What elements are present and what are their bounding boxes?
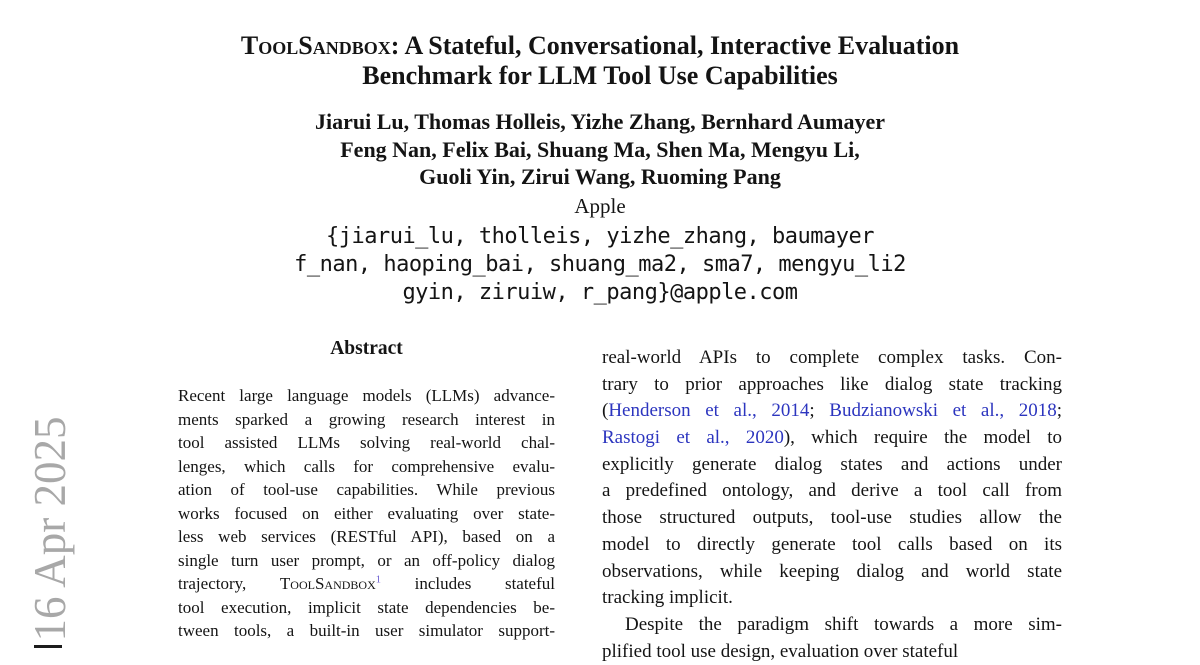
- text-line: [0, 223, 1200, 251]
- text-line: [178, 549, 555, 573]
- text-line: [178, 408, 555, 432]
- text-segment: {jiarui_lu, tholleis, yizhe_zhang, baumayer: [325, 223, 875, 249]
- text-segment: Jiarui Lu, Thomas Holleis, Yizhe Zhang, Bernhard Aumayer: [314, 109, 886, 134]
- text-segment: less web services (RESTful API), based on a: [178, 527, 555, 546]
- text-segment: those structured outputs, tool-use studies allow the: [602, 507, 1062, 529]
- citation-link[interactable]: Rastogi et al., 2020: [602, 427, 784, 449]
- text-line: [602, 425, 1062, 452]
- text-line: [0, 31, 1200, 61]
- text-segment: trajectory,: [178, 574, 280, 593]
- right-column: [602, 345, 1062, 665]
- left-column: [178, 338, 555, 643]
- text-segment: a predefined ontology, and derive a tool call from: [602, 480, 1062, 502]
- text-line: [0, 61, 1200, 91]
- citation-link[interactable]: Budzianowski et al., 2018: [829, 400, 1057, 422]
- text-segment: works focused on either evaluating over state-: [178, 503, 555, 523]
- text-line: [0, 136, 1200, 164]
- text-line: [178, 596, 555, 620]
- text-line: [178, 619, 555, 643]
- citation-link[interactable]: Henderson et al., 2014: [608, 400, 810, 422]
- text-line: [178, 431, 555, 455]
- text-line: [602, 612, 1062, 639]
- text-line: [602, 639, 1062, 665]
- affiliation: Apple: [574, 193, 626, 218]
- text-segment: single turn user prompt, or an off-policy dialog: [178, 550, 555, 570]
- text-line: [178, 572, 555, 596]
- footnote-marker[interactable]: 1: [375, 574, 382, 586]
- text-segment: ToolSandbox: [279, 574, 376, 593]
- text-line: [602, 452, 1062, 479]
- text-line: [178, 384, 555, 408]
- text-segment: (: [602, 400, 609, 422]
- text-segment: : A Stateful, Conversational, Interactive Evaluation: [390, 31, 960, 60]
- text-line: [602, 585, 1062, 612]
- paper-header: [0, 0, 1200, 308]
- text-segment: real-world APIs to complete complex tasks. Con-: [602, 347, 1062, 368]
- text-line: [602, 532, 1062, 559]
- text-segment: plified tool use design, evaluation over stateful: [602, 640, 959, 662]
- text-segment: lenges, which calls for comprehensive evalu-: [178, 456, 555, 476]
- text-line: [178, 455, 555, 479]
- text-segment: explicitly generate dialog states and actions under: [602, 453, 1062, 475]
- text-segment: f_nan, haoping_bai, shuang_ma2, sma7, mengyu_li2: [294, 251, 906, 277]
- text-segment: tool execution, implicit state dependencies be-: [178, 597, 555, 617]
- text-line: [178, 525, 555, 549]
- abstract-heading: Abstract: [330, 338, 403, 359]
- text-segment: trary to prior approaches like dialog state tracking: [602, 373, 1062, 395]
- text-segment: ;: [1056, 400, 1062, 422]
- text-line: [602, 559, 1062, 586]
- text-segment: includes stateful: [381, 574, 555, 593]
- text-segment: ToolSandbox: [240, 31, 391, 60]
- text-segment: tool assisted LLMs solving real-world chal-: [178, 433, 555, 452]
- arxiv-date-stamp: 16 Apr 2025: [25, 416, 75, 642]
- text-segment: tracking implicit.: [602, 587, 733, 609]
- intro-body: [602, 345, 1062, 665]
- text-line: [0, 163, 1200, 191]
- text-segment: Recent large language models (LLMs) advance-: [178, 386, 555, 405]
- text-line: [178, 478, 555, 502]
- text-line: [0, 251, 1200, 279]
- text-segment: ;: [809, 400, 830, 422]
- text-line: [602, 372, 1062, 399]
- text-segment: gyin, ziruiw, r_pang}@apple.com: [402, 280, 798, 306]
- paper-title: [0, 31, 1200, 91]
- text-segment: ation of tool-use capabilities. While previous: [178, 480, 555, 499]
- text-segment: Benchmark for LLM Tool Use Capabilities: [362, 61, 838, 90]
- author-emails: [0, 223, 1200, 308]
- text-segment: Feng Nan, Felix Bai, Shuang Ma, Shen Ma, Mengyu Li,: [340, 136, 860, 162]
- text-segment: observations, while keeping dialog and world state: [602, 560, 1062, 582]
- text-line: [602, 345, 1062, 372]
- text-segment: Despite the paradigm shift towards a more sim-: [625, 613, 1062, 635]
- text-segment: Guoli Yin, Zirui Wang, Ruoming Pang: [419, 164, 781, 189]
- text-segment: model to directly generate tool calls based on its: [602, 533, 1062, 555]
- text-segment: tween tools, a built-in user simulator support-: [178, 621, 555, 640]
- author-list: [0, 108, 1200, 191]
- text-line: [178, 502, 555, 526]
- text-line: [602, 505, 1062, 532]
- text-segment: ), which require the model to: [783, 427, 1062, 449]
- text-line: [0, 108, 1200, 136]
- text-line: [602, 398, 1062, 425]
- text-line: [602, 478, 1062, 505]
- text-segment: ments sparked a growing research interest in: [178, 409, 555, 429]
- abstract-body: [178, 384, 555, 643]
- text-line: [0, 279, 1200, 307]
